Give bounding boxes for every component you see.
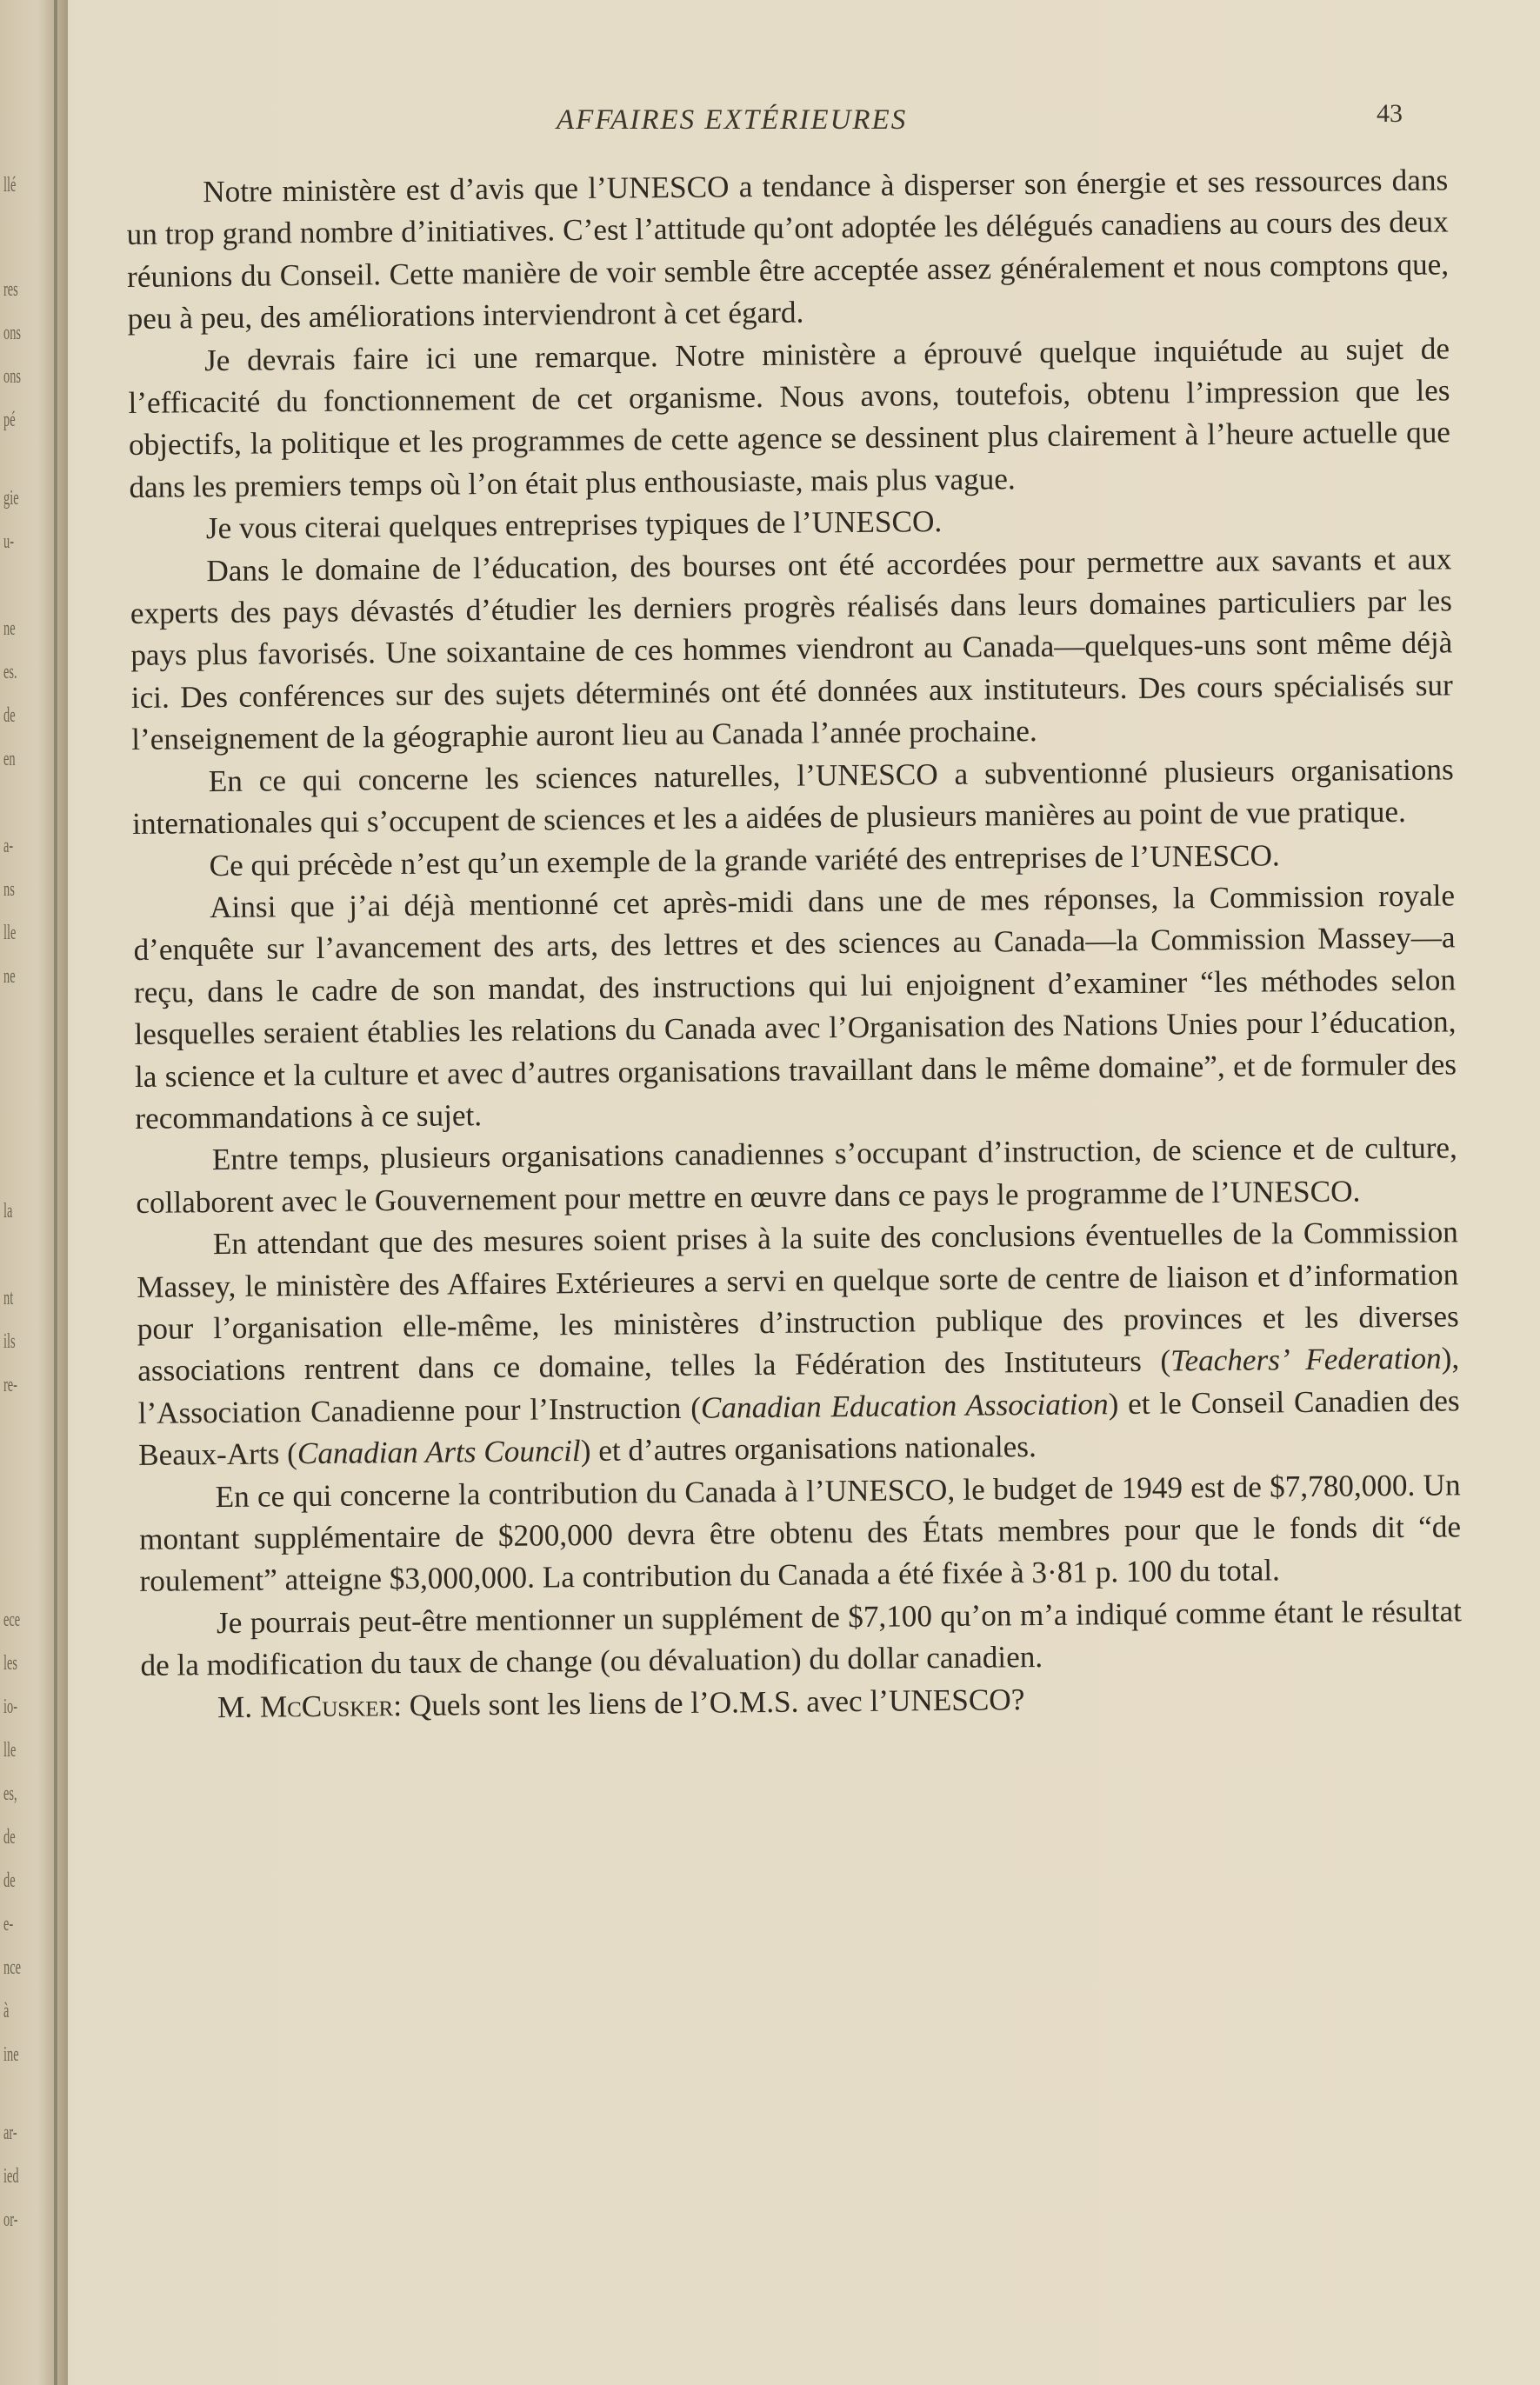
paragraph: Ainsi que j’ai déjà mentionné cet après-midi dans une de mes réponses, la Commission royale d’enquête sur l’avancement des arts, des lettres et des sciences au Canada—la Commission Massey—a reçu, dans le cadre de son mandat, des instructions qui lui enjoignent d’examiner “les méthodes selon lesquelles seraient établies les relations du Canada avec l’Organisation des Nations Unies pour l’éducation, la science et la culture et avec d’autres organisations travaillant dans le même domaine”, et de formuler des recommandations à ce sujet. bbox=[133, 878, 1457, 1136]
facing-page-fragment: de bbox=[3, 704, 16, 727]
facing-page-fragment: pé bbox=[3, 409, 16, 431]
facing-page-fragment: ne bbox=[3, 617, 16, 640]
facing-page-fragment: ils bbox=[3, 1330, 16, 1353]
text-run: ), l’Association Canadienne pour l’Instruction ( bbox=[137, 1341, 1460, 1430]
text-run: ) et d’autres organisations nationales. bbox=[580, 1429, 1037, 1469]
facing-page-fragment: ons bbox=[3, 322, 22, 344]
paragraph: Entre temps, plusieurs organisations canadiennes s’occupant d’instruction, de science et de culture, collaborent avec le Gouvernement pour mettre en œuvre dans ce pays le programme de l’UNESCO. bbox=[136, 1130, 1458, 1220]
facing-page-fragment: or- bbox=[3, 2208, 18, 2231]
page-header bbox=[122, 94, 1443, 146]
facing-page-fragment: res bbox=[3, 278, 18, 301]
page-number: 43 bbox=[1377, 99, 1403, 128]
facing-page-fragment: de bbox=[3, 1826, 16, 1849]
facing-page-fragment: ine bbox=[3, 2043, 19, 2066]
facing-page-fragment: ied bbox=[3, 2165, 19, 2188]
facing-page-fragment: io- bbox=[3, 1695, 18, 1718]
paragraph: Je devrais faire ici une remarque. Notre ministère a éprouvé quelque inquiétude au sujet de l’efficacité du fonctionnement de cet organisme. Nous avons, toutefois, obtenu l’impression que les objectifs, la politique et les programmes de cette agence se dessinent plus clairement à l’heure actuelle que dans les premiers temps où l’on était plus enthousiaste, mais plus vague. bbox=[128, 331, 1451, 504]
text-run: ) et le Conseil Canadien des Beaux-Arts ( bbox=[137, 1383, 1460, 1473]
facing-page-fragment: nce bbox=[3, 1956, 21, 1979]
facing-page-fragment: lle bbox=[3, 922, 17, 944]
paragraph: En ce qui concerne les sciences naturelles, l’UNESCO a subventionné plusieurs organisations internationales qui s’occupent de sciences et les a aidées de plusieurs manières au point de vue pratique. bbox=[132, 752, 1454, 842]
italic-term: Teachers’ Federation bbox=[1170, 1341, 1442, 1378]
italic-term: Canadian Education Association bbox=[700, 1387, 1109, 1425]
facing-page-fragment: llé bbox=[3, 174, 17, 197]
facing-page-fragment: nt bbox=[3, 1287, 14, 1309]
facing-page-fragment: gie bbox=[3, 487, 19, 510]
body-text bbox=[126, 159, 1463, 1729]
facing-page-fragment: ns bbox=[3, 878, 15, 901]
paragraph: Je pourrais peut-être mentionner un supplément de $7,100 qu’on m’a indiqué comme étant le résultat de la modification du taux de change (ou dévaluation) du dollar canadien. bbox=[140, 1594, 1463, 1683]
facing-page-fragment: ne bbox=[3, 965, 16, 988]
gutter-line bbox=[54, 0, 57, 2385]
paragraph: Notre ministère est d’avis que l’UNESCO a tendance à disperser son énergie et ses ressources dans un trop grand nombre d’initiatives. C’est l’attitude qu’ont adoptée les délégués canadiens au cours des deux réunions du Conseil. Cette manière de voir semble être acceptée assez généralement et nous comptons que, peu à peu, des améliorations interviendront à cet égard. bbox=[126, 163, 1450, 336]
text-run: En attendant que des mesures soient prises à la suite des conclusions éventuelles de la Commission Massey, le ministère des Affaires Extérieures a servi en quelque sorte de centre de liaison et d’information pour l’organisation elle-même, les ministères d’instruction publique des provinces et les diverses associations rentrent dans ce domaine, telles la Fédération des Instituteurs ( bbox=[137, 1215, 1459, 1389]
facing-page-fragment: les bbox=[3, 1652, 18, 1675]
facing-page-fragment: en bbox=[3, 748, 16, 770]
facing-page-fragment: la bbox=[3, 1200, 13, 1222]
italic-term: Canadian Arts Council bbox=[297, 1434, 581, 1471]
facing-page-fragment: u- bbox=[3, 530, 14, 553]
facing-page-fragment: ons bbox=[3, 365, 22, 388]
speaker-name: M. McCusker: bbox=[217, 1688, 403, 1724]
paragraph: En ce qui concerne la contribution du Canada à l’UNESCO, le budget de 1949 est de $7,780,000. Un montant supplémentaire de $200,000 devra être obtenu des États membres pour que le fonds dit “de roulement” atteigne $3,000,000. La contribution du Canada a été fixée à 3·81 p. 100 du total. bbox=[138, 1467, 1462, 1599]
facing-page-fragment: de bbox=[3, 1869, 16, 1892]
binding-margin bbox=[0, 0, 68, 2385]
paragraph: Je vous citerai quelques entreprises typiques de l’UNESCO. bbox=[205, 504, 943, 546]
facing-page-fragment: e- bbox=[3, 1913, 14, 1935]
facing-page-fragment: à bbox=[3, 2000, 10, 2022]
paragraph-liaison bbox=[137, 1212, 1461, 1477]
facing-page-fragment: re- bbox=[3, 1374, 17, 1396]
running-head: AFFAIRES EXTÉRIEURES bbox=[557, 104, 908, 136]
facing-page-fragment: ece bbox=[3, 1609, 21, 1631]
facing-page-fragment: a- bbox=[3, 835, 14, 857]
question-text: Quels sont les liens de l’O.M.S. avec l’UNESCO? bbox=[401, 1682, 1025, 1722]
facing-page-fragment: es, bbox=[3, 1782, 17, 1805]
facing-page-fragment: lle bbox=[3, 1739, 17, 1762]
paragraph: Dans le domaine de l’éducation, des bourses ont été accordées pour permettre aux savants et aux experts des pays dévastés d’étudier les derniers progrès réalisés dans leurs domaines particuliers par les pays plus favorisés. Une soixantaine de ces hommes viendront au Canada—quelques-uns sont même déjà ici. Des conférences sur des sujets déterminés ont été données aux instituteurs. Des cours spécialisés sur l’enseignement de la géographie auront lieu au Canada l’année prochaine. bbox=[130, 542, 1453, 757]
facing-page-fragment: ar- bbox=[3, 2122, 17, 2144]
facing-page-fragment: es. bbox=[3, 661, 17, 683]
paragraph: Ce qui précède n’est qu’un exemple de la grande variété des entreprises de l’UNESCO. bbox=[209, 837, 1280, 883]
